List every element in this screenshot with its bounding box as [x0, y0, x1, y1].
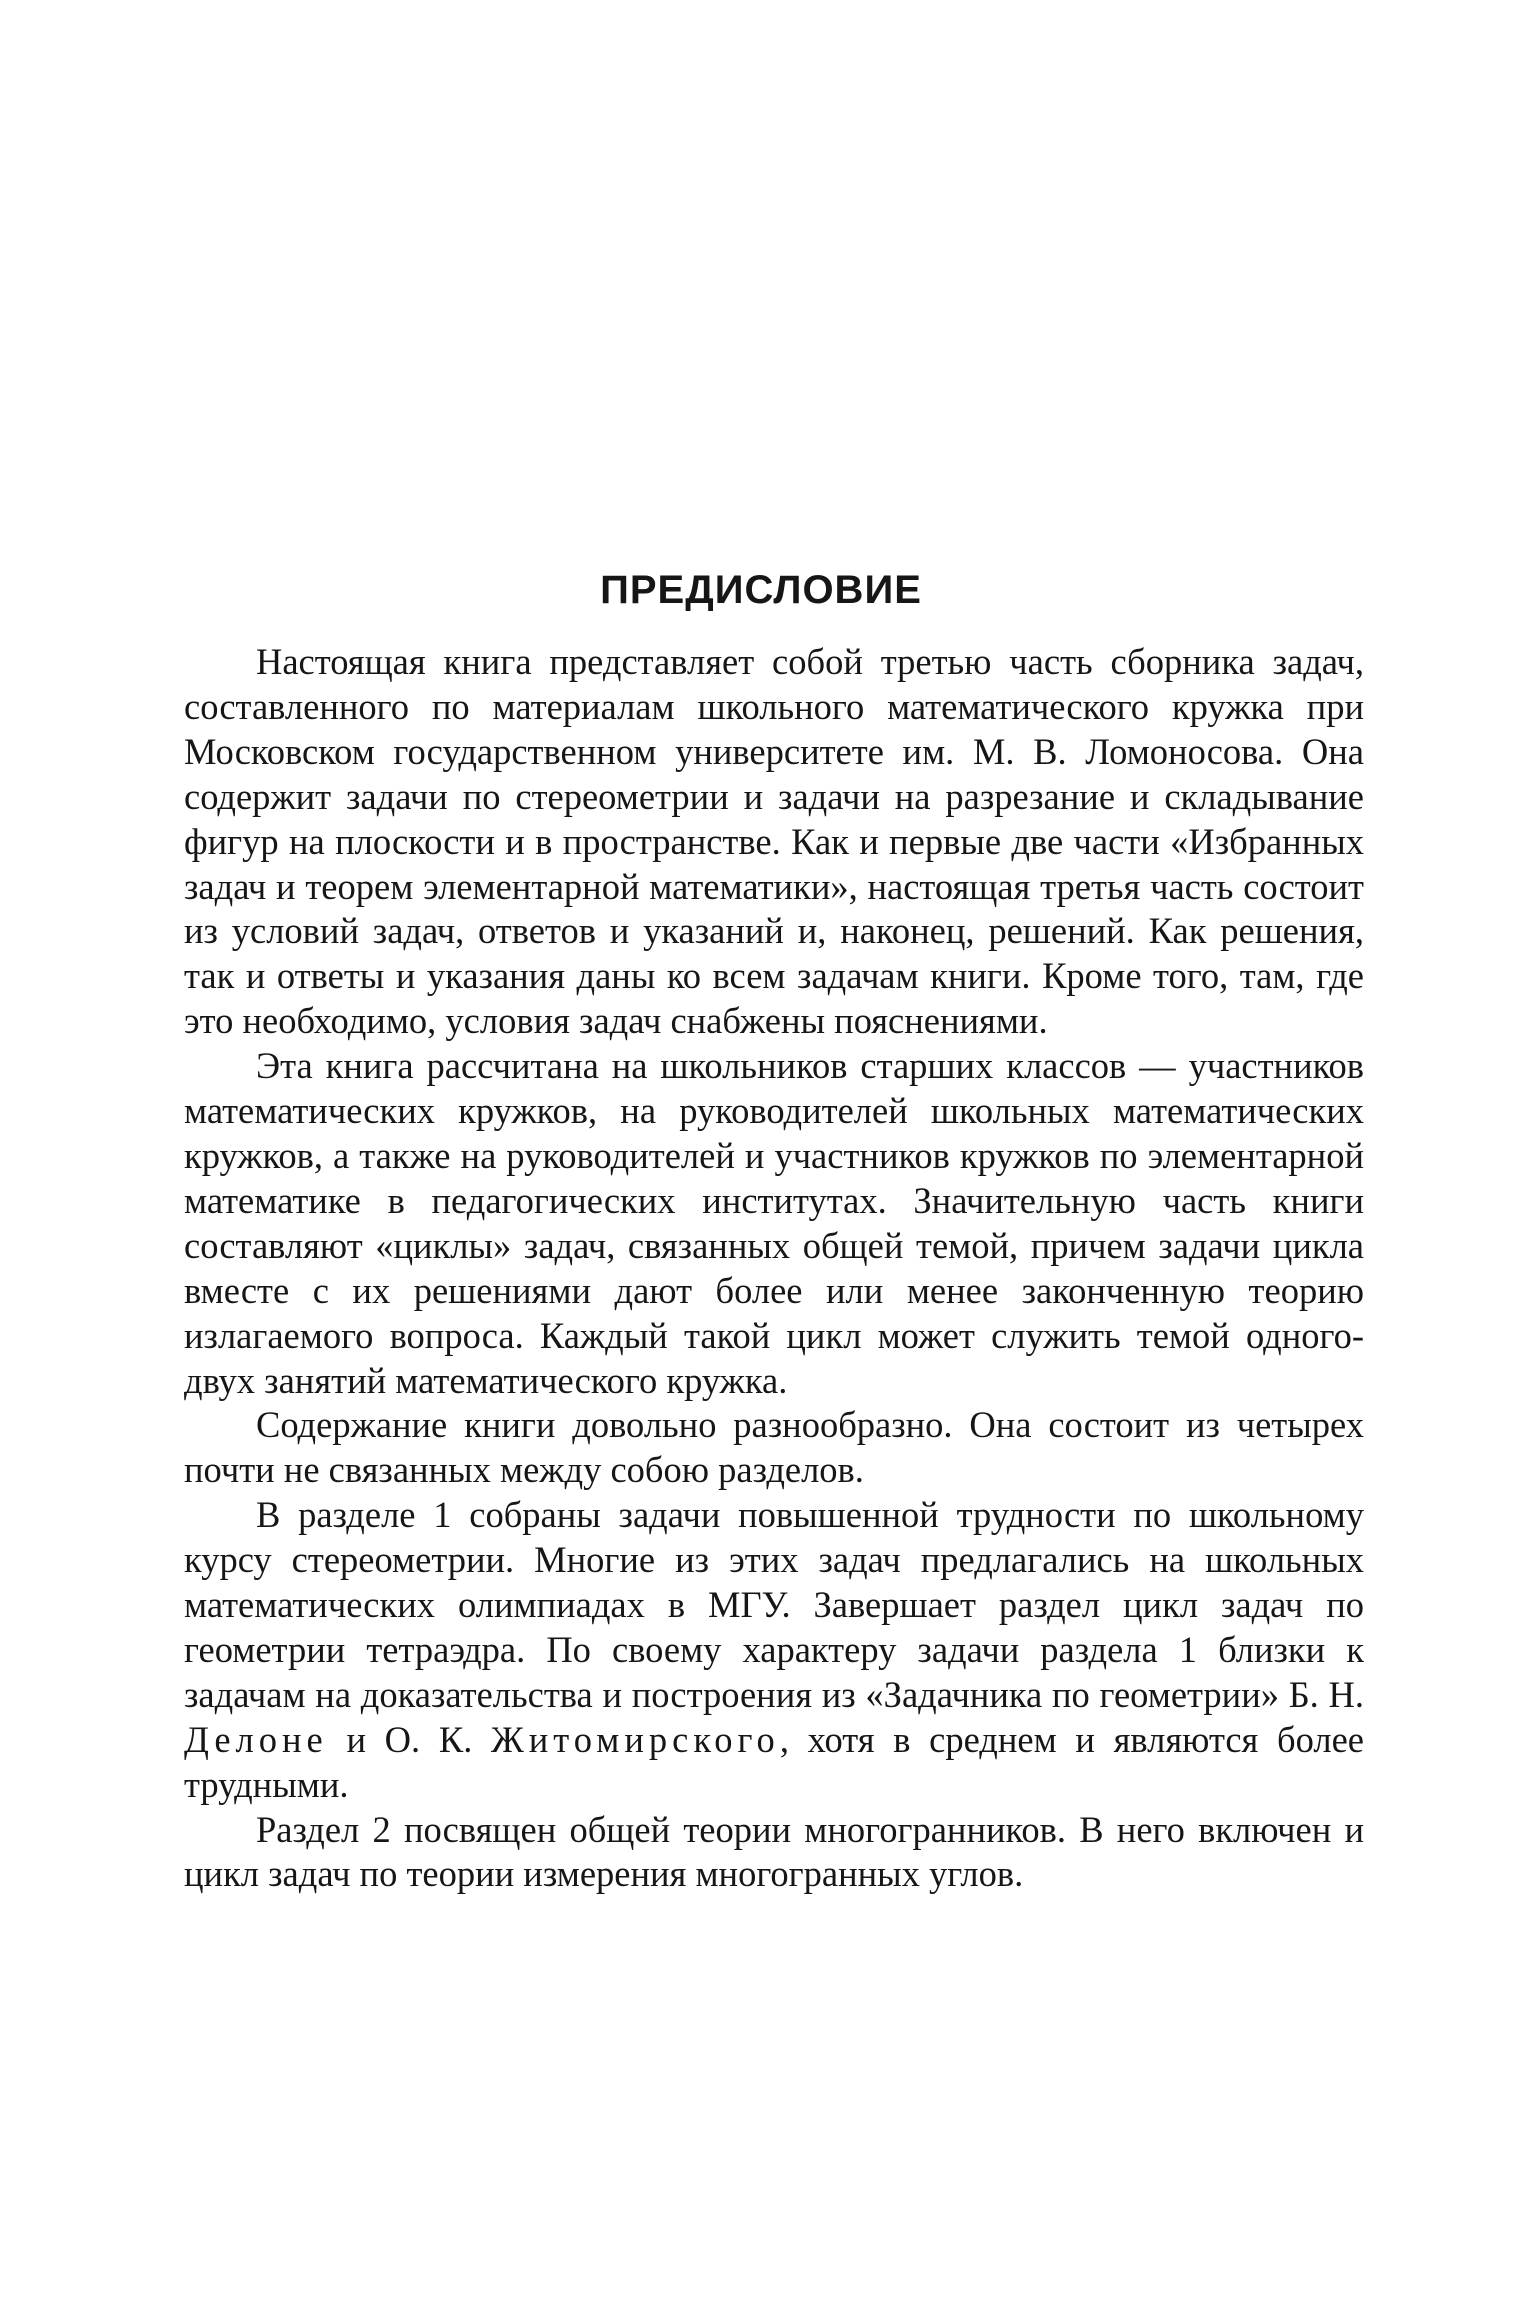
author-name-zhitomirsky: Житомирского — [491, 1718, 780, 1760]
paragraph-4-text-middle: и О. К. — [327, 1718, 492, 1760]
paragraph-3: Содержание книги довольно разнообразно. Она состоит из четырех почти не связанных между собою разделов. — [184, 1404, 1364, 1491]
paragraph-4-text-before: В разделе 1 собраны задачи повышенной трудности по школьному курсу стереометрии. Многие из этих задач предлагались на школьных математических олимпиадах в МГУ. Завершает раздел цикл задач по геометрии тетраэдра. По своему характеру задачи раздела 1 близки к задачам на доказательства и построения из «Задачника по геометрии» Б. Н. — [184, 1494, 1364, 1715]
paragraph-1: Настоящая книга представляет собой третью часть сборника задач, составленного по материалам школьного математического кружка при Московском государственном университете им. М. В. Ломоносова. Она содержит задачи по стереометрии и задачи на разрезание и складывание фигур на плоскости и в пространстве. Как и первые две части «Избранных задач и теорем элементарной математики», настоящая третья часть состоит из условий задач, ответов и указаний и, наконец, решений. Как решения, так и ответы и указания даны ко всем задачам книги. Кроме того, там, где это необходимо, условия задач снабжены пояснениями. — [184, 641, 1364, 1042]
preface-body — [184, 640, 1364, 1897]
paragraph-4 — [184, 1493, 1364, 1807]
paragraph-5: Раздел 2 посвящен общей теории многогранников. В него включен и цикл задач по теории измерения многогранных углов. — [184, 1808, 1364, 1895]
paragraph-4-text-after: , хотя в среднем и являются более трудными. — [184, 1718, 1364, 1805]
author-name-delone: Делоне — [184, 1718, 328, 1760]
page-title: ПРЕДИСЛОВИЕ — [600, 568, 922, 612]
paragraph-2: Эта книга рассчитана на школьников старших классов — участников математических кружков, на руководителей школьных математических кружков, а также на руководителей и участников кружков по элементарной математике в педагогических институтах. Значительную часть книги составляют «циклы» задач, связанных общей темой, причем задачи цикла вместе с их решениями дают более или менее законченную теорию излагаемого вопроса. Каждый такой цикл может служить темой одного-двух занятий математического кружка. — [184, 1045, 1364, 1401]
